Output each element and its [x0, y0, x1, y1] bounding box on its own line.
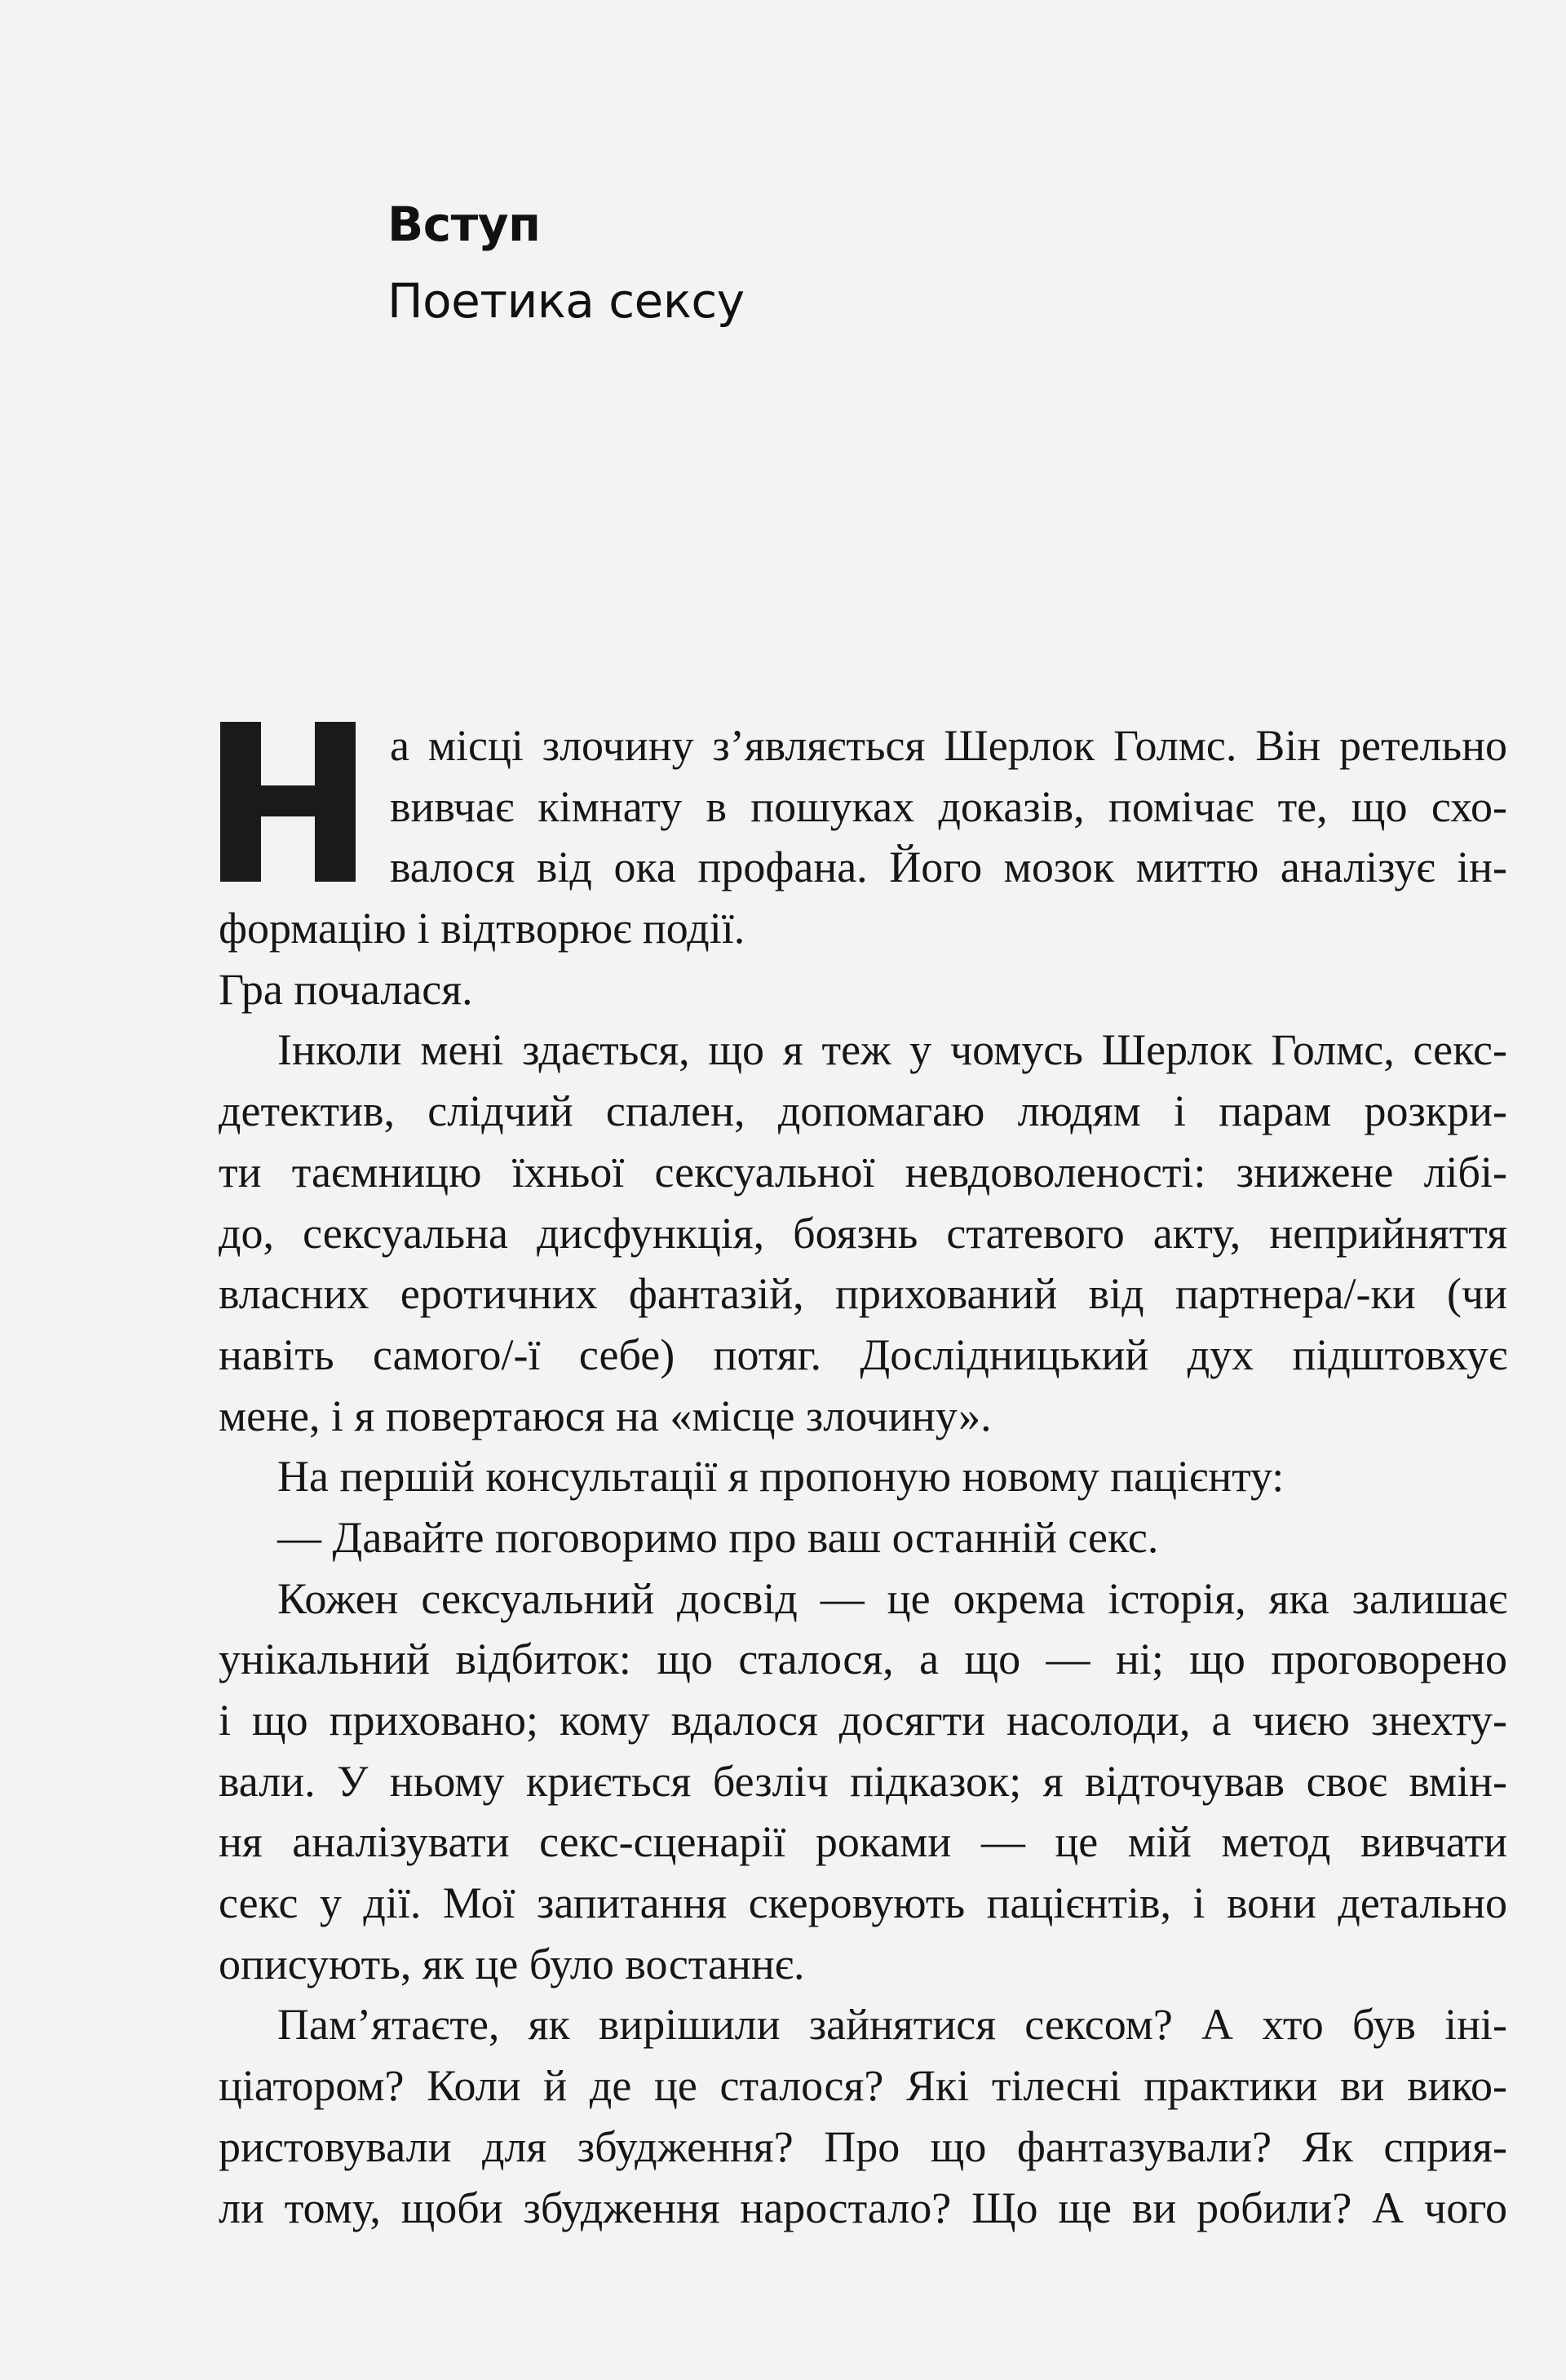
text-line: Інколи мені здається, що я теж у чомусь Шерлок Голмс, секс- — [277, 1025, 1507, 1075]
text-line: унікальний відбиток: що сталося, а що — ні; що проговорено — [219, 1635, 1507, 1684]
text-line: На першій консультації я пропоную новому пацієнту: — [277, 1452, 1285, 1502]
text-line: Гра почалася. — [219, 964, 473, 1014]
text-line: ня аналізувати секс-сценарії роками — це мій метод вивчати — [219, 1817, 1507, 1867]
text-line: до, сексуальна дисфункція, боязнь статевого акту, неприйняття — [219, 1208, 1507, 1258]
chapter-title: Вступ — [387, 197, 541, 252]
text-line: власних еротичних фантазій, прихований від партнера/-ки (чи — [219, 1269, 1507, 1319]
text-line: ристовували для збудження? Про що фантазували? Як сприя- — [219, 2121, 1507, 2171]
text-line: Пам’ятаєте, як вирішили зайнятися сексом? А хто був іні- — [277, 2000, 1507, 2050]
text-line: описують, як це було востаннє. — [219, 1939, 805, 1988]
text-line: ціатором? Коли й де це сталося? Які тілесні практики ви вико- — [219, 2061, 1507, 2111]
text-line: — Давайте поговоримо про ваш останній секс. — [277, 1512, 1159, 1562]
text-line: секс у дії. Мої запитання скеровують пацієнтів, і вони детально — [219, 1878, 1507, 1928]
body-text — [219, 715, 1507, 2238]
text-line: детектив, слідчий спален, допомагаю людям і парам розкри- — [219, 1086, 1507, 1136]
text-line: валося від ока профана. Його мозок миттю аналізує ін- — [390, 843, 1507, 892]
text-line: мене, і я повертаюся на «місце злочину». — [219, 1391, 992, 1440]
text-line: і що приховано; кому вдалося досягти насолоди, а чиєю знехту- — [219, 1696, 1507, 1745]
chapter-heading — [387, 186, 745, 339]
text-line: ти таємницю їхньої сексуальної невдоволеності: знижене лібі- — [219, 1147, 1507, 1197]
text-line: Кожен сексуальний досвід — це окрема історія, яка залишає — [277, 1573, 1507, 1623]
text-line: а місці злочину з’являється Шерлок Голмс. Він ретельно — [390, 721, 1507, 770]
text-line: навіть самого/-ї себе) потяг. Дослідницький дух підштовхує — [219, 1329, 1507, 1379]
chapter-subtitle: Поетика сексу — [387, 273, 745, 329]
text-line: ли тому, щоби збудження наростало? Що ще ви робили? А чого — [219, 2183, 1507, 2232]
text-line: формацію і відтворює події. — [219, 904, 745, 953]
text-line: вивчає кімнату в пошуках доказів, помічає те, що схо- — [390, 781, 1507, 831]
text-line: вали. У ньому криється безліч підказок; я відточував своє вмін- — [219, 1756, 1507, 1806]
